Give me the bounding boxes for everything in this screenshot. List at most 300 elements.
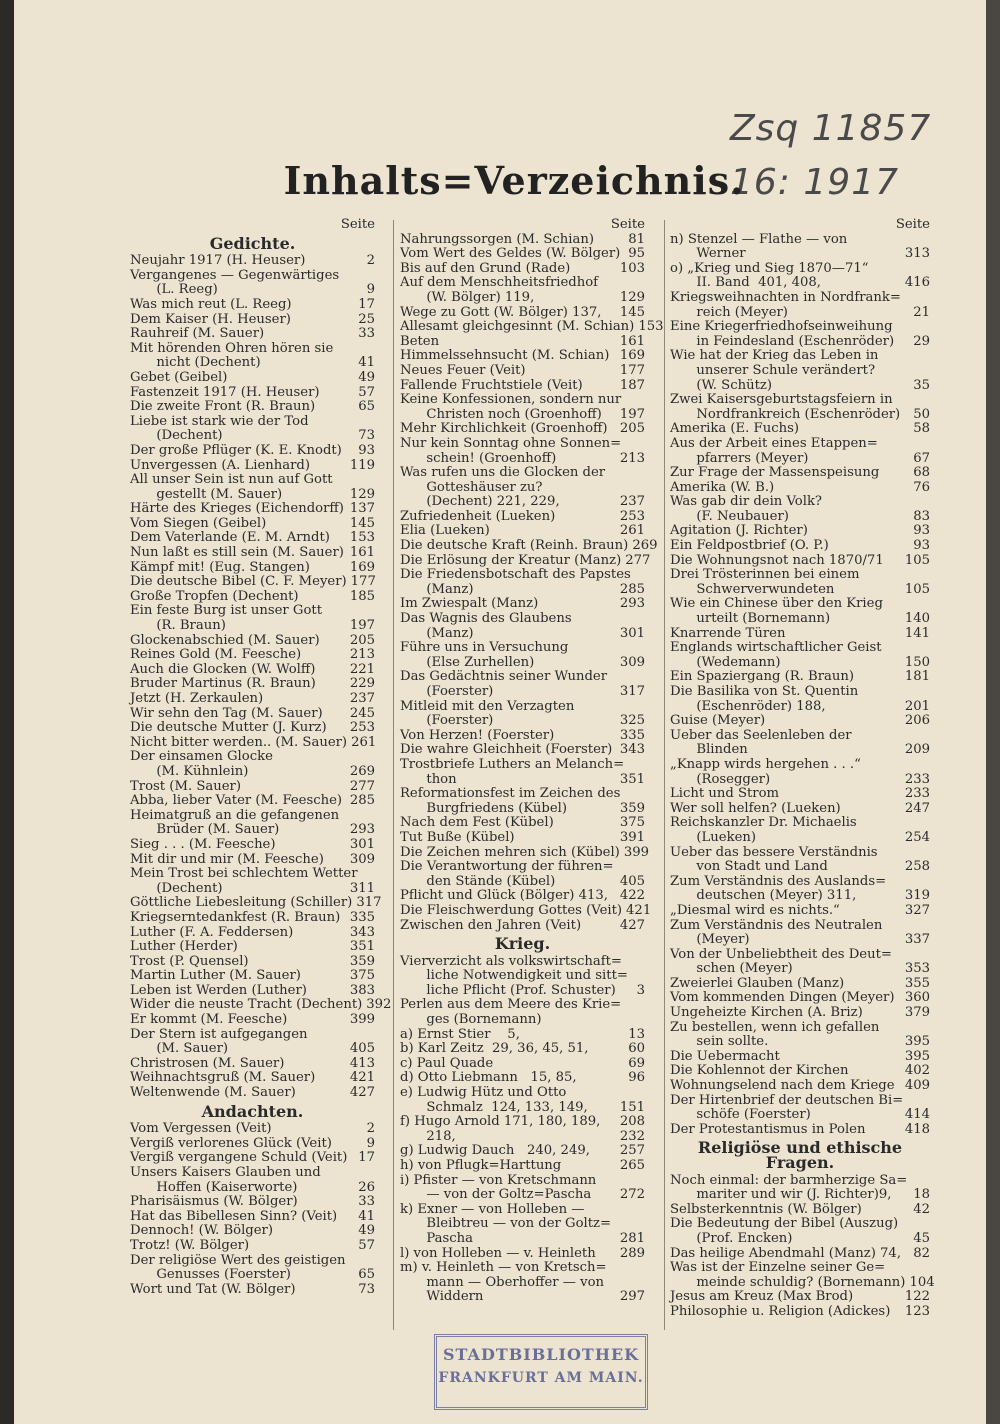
toc-entry: [400, 627, 645, 642]
entry-page: 392: [366, 997, 392, 1013]
toc-entry: [400, 875, 645, 890]
entry-title: Von Herzen! (Foerster): [400, 727, 555, 743]
entry-page: 122: [904, 1289, 930, 1305]
entry-title: Unsers Kaisers Glauben und: [130, 1165, 321, 1180]
toc-entry: [130, 765, 375, 780]
entry-title: Pascha: [426, 1230, 474, 1246]
entry-page: 169: [349, 559, 375, 575]
toc-entry: [400, 758, 645, 773]
entry-title: Heimatgruß an die gefangenen: [130, 807, 340, 823]
entry-title: Fallende Fruchtstiele (Veit): [400, 377, 583, 393]
toc-entry: [130, 1086, 375, 1101]
entry-title: Was ist der Einzelne seiner Ge=: [670, 1260, 886, 1276]
entry-page: 41: [358, 355, 375, 371]
toc-entry: [670, 1290, 930, 1305]
toc-entry: [400, 319, 664, 335]
entry-page: 353: [904, 961, 930, 977]
entry-title: Ein feste Burg ist unser Gott: [130, 603, 323, 619]
entry-page: 137: [349, 501, 375, 517]
entry-page: 58: [913, 421, 930, 437]
toc-entry: [400, 1101, 645, 1116]
toc-entry: [670, 291, 930, 306]
entry-page: 3: [636, 982, 645, 998]
toc-entry: [670, 685, 930, 700]
toc-entry: [400, 495, 645, 510]
toc-entry: [670, 714, 930, 729]
entry-page: 76: [913, 479, 930, 495]
toc-entry: [670, 816, 930, 831]
toc-entry: [400, 612, 645, 627]
toc-entry: [130, 531, 375, 546]
entry-page: 169: [619, 348, 645, 364]
entry-page: 129: [349, 486, 375, 502]
toc-entry: [400, 998, 645, 1013]
entry-page: 337: [904, 932, 930, 948]
entry-title: (Eschenröder) 188,: [696, 698, 826, 714]
entry-title: d) Otto Liebmann 15, 85,: [400, 1070, 577, 1086]
entry-page: 104: [909, 1274, 935, 1290]
toc-entry: [670, 524, 930, 539]
entry-page: 317: [356, 895, 382, 911]
entry-title: Blinden: [696, 742, 748, 758]
toc-entry: [400, 262, 645, 277]
toc-entry: [400, 568, 645, 583]
toc-entry: [400, 422, 645, 437]
entry-title: (Dechent): [156, 428, 223, 444]
toc-entry: [130, 298, 375, 313]
toc-entry: [130, 313, 375, 328]
entry-title: Brüder (M. Sauer): [156, 822, 280, 838]
entry-title: Das Gedächtnis seiner Wunder: [400, 669, 608, 685]
entry-title: Das heilige Abendmahl (Manz) 74,: [670, 1245, 902, 1261]
toc-entry: [400, 816, 645, 831]
toc-entry: [670, 320, 930, 335]
entry-title: Rauhreif (M. Sauer): [130, 326, 265, 342]
entry-page: 17: [358, 296, 375, 312]
toc-entry: [670, 641, 930, 656]
entry-title: urteilt (Bornemann): [696, 611, 831, 627]
entry-page: 327: [904, 902, 930, 918]
entry-title: Vierverzicht als volkswirtschaft=: [400, 953, 622, 969]
toc-entry: [130, 444, 375, 459]
entry-page: 105: [904, 581, 930, 597]
toc-entry: [670, 962, 930, 977]
toc-entry: [130, 1071, 375, 1086]
entry-page: 418: [904, 1121, 930, 1137]
toc-entry: [400, 393, 645, 408]
book-spine: [0, 0, 14, 1424]
entry-page: 93: [913, 538, 930, 554]
entry-page: 96: [628, 1070, 645, 1086]
entry-title: (Lueken): [696, 829, 757, 845]
toc-entry: [670, 1232, 930, 1247]
toc-entry: [400, 510, 645, 525]
entry-title: Luther (Herder): [130, 939, 238, 955]
entry-page: 185: [349, 588, 375, 604]
toc-entry: [400, 919, 645, 934]
entry-title: o) „Krieg und Sieg 1870—71“: [670, 260, 869, 276]
entry-page: 197: [349, 618, 375, 634]
toc-entry: [400, 1042, 645, 1057]
entry-title: All unser Sein ist nun auf Gott: [130, 472, 333, 488]
entry-title: Mit hörenden Ohren hören sie: [130, 340, 334, 356]
toc-entry: [130, 997, 392, 1013]
toc-entry: [670, 933, 930, 948]
entry-title: Weihnachtsgruß (M. Sauer): [130, 1070, 316, 1086]
entry-title: von Stadt und Land: [696, 859, 828, 875]
toc-entry: [670, 1305, 930, 1320]
entry-title: Hat das Bibellesen Sinn? (Veit): [130, 1208, 338, 1224]
entry-title: Wort und Tat (W. Bölger): [130, 1281, 296, 1297]
toc-column-2: [400, 217, 664, 1305]
entry-page: 375: [619, 815, 645, 831]
entry-page: 229: [349, 676, 375, 692]
toc-entry: [670, 802, 930, 817]
entry-title: Härte des Krieges (Eichendorff): [130, 501, 344, 517]
toc-entry: [400, 364, 645, 379]
toc-entry: [400, 670, 645, 685]
toc-entry: [670, 670, 930, 685]
entry-title: Mehr Kirchlichkeit (Groenhoff): [400, 421, 608, 437]
entry-title: Ueber das Seelenleben der: [670, 727, 852, 743]
entry-title: schein! (Groenhoff): [426, 450, 557, 466]
entry-title: Was mich reut (L. Reeg): [130, 296, 292, 312]
entry-title: schen (Meyer): [696, 961, 793, 977]
entry-title: Der Hirtenbrief der deutschen Bi=: [670, 1092, 904, 1108]
entry-page: 67: [913, 450, 930, 466]
toc-entry: [670, 729, 930, 744]
toc-column-3: [670, 217, 935, 1320]
toc-entry: [130, 386, 375, 401]
entry-title: Neujahr 1917 (H. Heuser): [130, 253, 306, 269]
entry-title: deutschen (Meyer) 311,: [696, 888, 857, 904]
toc-entry: [400, 1013, 645, 1028]
entry-title: Noch einmal: der barmherzige Sa=: [670, 1172, 908, 1188]
toc-entry: [670, 1035, 930, 1050]
entry-title: Die Verantwortung der führen=: [400, 859, 614, 875]
entry-page: 45: [913, 1230, 930, 1246]
entry-page: 379: [904, 1005, 930, 1021]
toc-entry: [130, 473, 375, 488]
entry-title: Christen noch (Groenhoff): [426, 406, 602, 422]
entry-title: Im Zwiespalt (Manz): [400, 596, 539, 612]
toc-entry: [670, 977, 930, 992]
entry-title: Trotz! (W. Bölger): [130, 1237, 250, 1253]
toc-entry: [670, 276, 930, 291]
entry-title: Vom Vergessen (Veit): [130, 1121, 272, 1137]
entry-title: Gebet (Geibel): [130, 369, 228, 385]
seite-header: Seite: [340, 217, 375, 232]
entry-page: 9: [366, 1135, 375, 1151]
entry-title: Er kommt (M. Feesche): [130, 1012, 288, 1028]
toc-entry: [130, 634, 375, 649]
entry-title: „Diesmal wird es nichts.“: [670, 902, 840, 918]
toc-entry: [670, 568, 930, 583]
toc-entry: [400, 889, 645, 904]
entry-page: 247: [904, 800, 930, 816]
entry-page: 29: [913, 333, 930, 349]
toc-entry: [130, 546, 375, 561]
entry-page: 317: [619, 684, 645, 699]
toc-entry: [130, 561, 375, 576]
entry-title: pfarrers (Meyer): [696, 450, 809, 466]
entry-page: 161: [619, 333, 645, 349]
entry-page: 277: [349, 778, 375, 794]
toc-entry: [670, 1021, 930, 1036]
entry-title: Gotteshäuser zu?: [426, 479, 543, 495]
toc-entry: [400, 349, 645, 364]
entry-title: Burgfriedens (Kübel): [426, 800, 568, 816]
entry-page: 343: [619, 742, 645, 758]
toc-entry: [400, 1203, 645, 1218]
entry-title: (Meyer): [696, 932, 750, 948]
entry-title: (Prof. Encken): [696, 1230, 793, 1246]
entry-page: 50: [913, 406, 930, 422]
entry-title: reich (Meyer): [696, 304, 788, 320]
entry-page: 414: [904, 1107, 930, 1123]
entry-title: — von der Goltz=Pascha: [426, 1187, 592, 1203]
toc-entry: [130, 371, 375, 386]
entry-title: (W. Schütz): [696, 377, 772, 393]
entry-title: Perlen aus dem Meere des Krie=: [400, 997, 622, 1013]
entry-title: (Else Zurhellen): [426, 654, 535, 670]
entry-page: 319: [904, 888, 930, 904]
section-heading: Gedichte.: [209, 233, 296, 253]
entry-title: Fastenzeit 1917 (H. Heuser): [130, 384, 320, 400]
entry-title: Kriegserntedankfest (R. Braun): [130, 909, 341, 925]
entry-title: Trost (P. Quensel): [130, 953, 249, 969]
entry-page: 140: [904, 611, 930, 627]
toc-entry: [400, 860, 645, 875]
toc-entry: [400, 1057, 645, 1072]
stamp-line-1: STADTBIBLIOTHEK: [442, 1345, 640, 1364]
toc-entry: [130, 984, 375, 999]
toc-entry: [670, 1123, 930, 1138]
entry-page: 343: [349, 924, 375, 940]
toc-entry: [670, 1261, 930, 1276]
entry-title: (R. Braun): [156, 618, 226, 634]
entry-page: 375: [349, 968, 375, 984]
toc-entry: [670, 1274, 935, 1291]
toc-entry: [400, 481, 645, 496]
entry-page: 409: [904, 1078, 930, 1094]
entry-title: Jetzt (H. Zerkaulen): [130, 691, 264, 706]
entry-page: 421: [626, 902, 652, 918]
entry-title: Luther (F. A. Feddersen): [130, 924, 294, 940]
entry-title: g) Ludwig Dauch 240, 249,: [400, 1143, 590, 1159]
entry-title: Abba, lieber Vater (M. Feesche): [130, 793, 343, 809]
toc-entry: [400, 1261, 645, 1276]
entry-title: 218,: [426, 1128, 456, 1144]
entry-page: 57: [358, 384, 375, 400]
toc-entry: [130, 1013, 375, 1028]
entry-title: Englands wirtschaftlicher Geist: [670, 640, 882, 656]
entry-title: Dem Kaiser (H. Heuser): [130, 311, 291, 327]
entry-page: 421: [349, 1070, 375, 1086]
entry-page: 73: [358, 428, 375, 444]
toc-entry: [670, 846, 930, 861]
toc-entry: [400, 641, 645, 656]
entry-page: 177: [350, 574, 376, 590]
toc-entry: [400, 773, 645, 788]
entry-title: Die deutsche Kraft (Reinh. Braun): [400, 538, 629, 554]
entry-page: 201: [904, 698, 930, 714]
toc-entry: [130, 1181, 375, 1196]
entry-page: 237: [349, 691, 375, 706]
entry-title: Reichskanzler Dr. Michaelis: [670, 815, 857, 831]
entry-page: 181: [904, 669, 930, 685]
toc-entry: [400, 379, 645, 394]
entry-title: Nun laßt es still sein (M. Sauer): [130, 545, 344, 561]
entry-page: 129: [619, 289, 645, 305]
toc-entry: [670, 1217, 930, 1232]
entry-title: Nordfrankreich (Eschenröder): [696, 406, 901, 422]
entry-title: Große Tropfen (Dechent): [130, 588, 299, 604]
entry-title: (Foerster): [426, 684, 494, 699]
toc-entry: [670, 422, 930, 437]
toc-entry: [400, 597, 645, 612]
toc-entry: [400, 1144, 645, 1159]
entry-page: 25: [358, 311, 375, 327]
entry-title: f) Hugo Arnold 171, 180, 189,: [400, 1114, 601, 1130]
toc-entry: [670, 364, 930, 379]
entry-title: Bleibtreu — von der Goltz=: [426, 1216, 612, 1232]
entry-title: Zum Verständnis des Neutralen: [670, 917, 883, 933]
toc-entry: [130, 1210, 375, 1225]
toc-entry: [670, 583, 930, 598]
toc-entry: [130, 823, 375, 838]
toc-entry: [670, 349, 930, 364]
toc-entry: [400, 408, 645, 423]
section-heading: Andachten.: [201, 1101, 304, 1121]
toc-entry: [130, 254, 375, 269]
toc-entry: [400, 1188, 645, 1203]
entry-title: k) Exner — von Holleben —: [400, 1201, 585, 1217]
entry-title: Die Zeichen mehren sich (Kübel): [400, 844, 620, 860]
entry-page: 150: [904, 654, 930, 670]
entry-page: 269: [632, 538, 658, 554]
toc-entry: [670, 233, 930, 248]
entry-page: 81: [628, 231, 645, 247]
toc-entry: [400, 1276, 645, 1291]
entry-title: Dem Vaterlande (E. M. Arndt): [130, 530, 330, 546]
toc-entry: [130, 663, 375, 678]
entry-page: 309: [619, 654, 645, 670]
toc-entry: [130, 415, 375, 430]
toc-entry: [670, 700, 930, 715]
entry-page: 161: [349, 545, 375, 561]
entry-page: 253: [619, 508, 645, 524]
entry-title: (M. Sauer): [156, 1041, 229, 1057]
entry-title: Ungeheizte Kirchen (A. Briz): [670, 1005, 863, 1021]
entry-page: 311: [349, 880, 375, 896]
entry-title: Guise (Meyer): [670, 713, 766, 729]
entry-page: 325: [619, 713, 645, 729]
entry-title: Wider die neuste Tracht (Dechent): [130, 997, 363, 1013]
toc-entry: [670, 408, 930, 423]
toc-entry: [670, 262, 930, 277]
toc-entry: [400, 524, 645, 539]
entry-title: Vergangenes — Gegenwärtiges: [130, 267, 340, 283]
entry-page: 93: [358, 442, 375, 458]
entry-title: Kriegsweihnachten in Nordfrank=: [670, 289, 901, 305]
entry-page: 206: [904, 713, 930, 729]
entry-title: Schwerverwundeten: [696, 581, 835, 597]
entry-page: 213: [349, 647, 375, 663]
entry-title: Die Basilika von St. Quentin: [670, 684, 859, 699]
entry-title: (Wedemann): [696, 654, 781, 670]
toc-entry: [130, 926, 375, 941]
entry-title: Die deutsche Bibel (C. F. Meyer): [130, 574, 347, 590]
entry-page: 285: [619, 581, 645, 597]
entry-title: Nur kein Sonntag ohne Sonnen=: [400, 435, 622, 451]
entry-page: 41: [358, 1208, 375, 1224]
entry-title: l) von Holleben — v. Heinleth: [400, 1245, 596, 1261]
toc-entry: [130, 429, 375, 444]
entry-page: 9: [366, 282, 375, 298]
entry-title: Neues Feuer (Veit): [400, 362, 526, 378]
entry-page: 253: [349, 720, 375, 736]
entry-page: 73: [358, 1281, 375, 1297]
toc-entry: [130, 780, 375, 795]
entry-title: nicht (Dechent): [156, 355, 261, 371]
entry-title: (L. Reeg): [156, 282, 218, 298]
entry-page: 232: [619, 1128, 645, 1144]
entry-title: Mitleid mit den Verzagten: [400, 698, 575, 714]
toc-entry: [130, 1283, 375, 1298]
entry-title: Genusses (Foerster): [156, 1267, 291, 1283]
toc-entry: [670, 1108, 930, 1123]
entry-page: 313: [904, 246, 930, 262]
entry-page: 405: [619, 873, 645, 889]
entry-title: Widdern: [426, 1289, 484, 1305]
entry-title: (Foerster): [426, 713, 494, 729]
toc-entry: [400, 969, 645, 984]
toc-entry: [400, 233, 645, 248]
entry-title: Unvergessen (A. Lienhard): [130, 457, 311, 473]
entry-title: (F. Neubauer): [696, 508, 789, 524]
toc-entry: [400, 743, 645, 758]
toc-entry: [400, 831, 645, 846]
entry-title: Jesus am Kreuz (Max Brod): [670, 1289, 854, 1305]
toc-entry: [670, 612, 930, 627]
entry-title: Keine Konfessionen, sondern nur: [400, 392, 622, 408]
toc-entry: [130, 911, 375, 926]
entry-title: liche Notwendigkeit und sitt=: [426, 968, 628, 984]
toc-entry: [670, 597, 930, 612]
entry-page: 42: [913, 1201, 930, 1217]
entry-title: Reformationsfest im Zeichen des: [400, 786, 621, 802]
toc-entry: [130, 1137, 375, 1152]
entry-title: gestellt (M. Sauer): [156, 486, 283, 502]
toc-entry: [670, 452, 930, 467]
entry-page: 233: [904, 786, 930, 802]
entry-page: 123: [904, 1303, 930, 1319]
entry-title: c) Paul Quade: [400, 1055, 494, 1071]
section-heading: Krieg.: [494, 934, 551, 954]
entry-title: Ein Spaziergang (R. Braun): [670, 669, 855, 685]
toc-entry: [130, 283, 375, 298]
entry-title: Eine Kriegerfriedhofseinweihung: [670, 319, 893, 335]
entry-page: 277: [625, 552, 651, 568]
entry-page: 285: [349, 793, 375, 809]
toc-entry: [130, 853, 375, 868]
toc-entry: [400, 1130, 645, 1145]
entry-page: 265: [619, 1158, 645, 1173]
entry-page: 402: [904, 1063, 930, 1079]
entry-title: Tut Buße (Kübel): [400, 829, 515, 845]
entry-title: (M. Kühnlein): [156, 763, 249, 779]
